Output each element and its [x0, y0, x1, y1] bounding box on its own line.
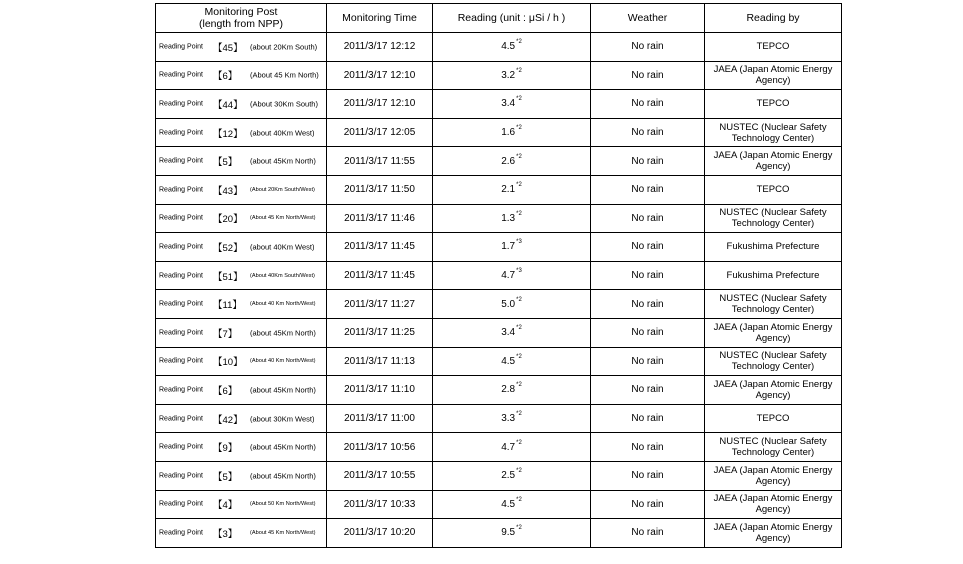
monitoring-post-cell — [156, 376, 327, 405]
header-post-line2: (length from NPP) — [198, 18, 284, 30]
monitoring-post-cell — [156, 90, 327, 119]
reading-cell — [433, 233, 591, 262]
reading-point-label: Reading Point — [159, 329, 203, 337]
table-row — [156, 490, 842, 519]
monitoring-time-cell: 2011/3/17 11:45 — [327, 233, 433, 262]
weather-cell: No rain — [591, 261, 705, 290]
reading-value: 1.3 — [501, 212, 516, 224]
header-reading-by: Reading by — [705, 4, 842, 33]
reading-value: 4.7 — [501, 270, 516, 282]
reading-point-label: Reading Point — [159, 272, 203, 280]
reading-point-label: Reading Point — [159, 129, 203, 137]
reading-point-distance: (About 50 Km North/West) — [250, 501, 316, 508]
reading-point-distance: (about 40Km West) — [250, 128, 315, 138]
weather-cell: No rain — [591, 433, 705, 462]
reading-by-cell: JAEA (Japan Atomic Energy Agency) — [705, 61, 842, 90]
reading-by-cell: JAEA (Japan Atomic Energy Agency) — [705, 490, 842, 519]
reading-cell — [433, 376, 591, 405]
monitoring-post-cell — [156, 204, 327, 233]
monitoring-table — [155, 3, 842, 548]
reading-value: 2.5 — [501, 470, 516, 482]
reading-point-distance: (About 20Km South/West) — [250, 186, 315, 193]
table-row — [156, 404, 842, 433]
reading-by-cell: TEPCO — [705, 90, 842, 119]
reading-by-cell: JAEA (Japan Atomic Energy Agency) — [705, 318, 842, 347]
header-row — [156, 4, 842, 33]
reading-point-distance: (about 45Km North) — [250, 471, 316, 481]
weather-cell: No rain — [591, 175, 705, 204]
reading-cell — [433, 433, 591, 462]
reading-point-distance: (about 40Km West) — [250, 242, 315, 252]
table-row — [156, 519, 842, 548]
reading-cell — [433, 175, 591, 204]
table-row — [156, 318, 842, 347]
reading-point-label: Reading Point — [159, 43, 203, 51]
monitoring-post-cell — [156, 490, 327, 519]
reading-point-distance: (About 45 Km North/West) — [250, 529, 316, 536]
weather-cell: No rain — [591, 318, 705, 347]
reading-point-number: 【4】 — [213, 500, 238, 512]
reading-point-label: Reading Point — [159, 71, 203, 79]
reading-by-cell: JAEA (Japan Atomic Energy Agency) — [705, 147, 842, 176]
reading-point-distance: (about 45Km North) — [250, 442, 316, 452]
reading-point-distance: (about 30Km West) — [250, 414, 315, 424]
monitoring-time-cell: 2011/3/17 11:50 — [327, 175, 433, 204]
header-post-line1: Monitoring Post — [204, 6, 278, 18]
monitoring-post-cell — [156, 404, 327, 433]
reading-point-distance: (About 40 Km North/West) — [250, 358, 316, 365]
reading-by-cell: JAEA (Japan Atomic Energy Agency) — [705, 376, 842, 405]
reading-by-cell: Fukushima Prefecture — [705, 261, 842, 290]
monitoring-time-cell: 2011/3/17 10:33 — [327, 490, 433, 519]
reading-cell — [433, 204, 591, 233]
weather-cell: No rain — [591, 347, 705, 376]
monitoring-time-cell: 2011/3/17 11:46 — [327, 204, 433, 233]
reading-value: 2.6 — [501, 155, 516, 167]
monitoring-post-cell — [156, 33, 327, 62]
reading-point-distance: (About 30Km South) — [250, 99, 318, 109]
weather-cell: No rain — [591, 118, 705, 147]
weather-cell: No rain — [591, 147, 705, 176]
monitoring-post-cell — [156, 261, 327, 290]
reading-point-distance: (about 20Km South) — [250, 42, 318, 52]
reading-footnote: *2 — [516, 39, 522, 46]
reading-footnote: *2 — [516, 96, 522, 103]
reading-value: 3.2 — [501, 69, 516, 81]
monitoring-post-cell — [156, 233, 327, 262]
weather-cell: No rain — [591, 90, 705, 119]
monitoring-time-cell: 2011/3/17 11:55 — [327, 147, 433, 176]
reading-cell — [433, 404, 591, 433]
weather-cell: No rain — [591, 61, 705, 90]
reading-point-distance: (About 40Km South/West) — [250, 272, 315, 279]
reading-point-distance: (About 45 Km North) — [250, 70, 319, 80]
reading-point-label: Reading Point — [159, 300, 203, 308]
reading-footnote: *2 — [516, 296, 522, 303]
reading-value: 4.5 — [501, 498, 516, 510]
reading-point-number: 【51】 — [213, 271, 243, 283]
reading-cell — [433, 461, 591, 490]
reading-by-cell: NUSTEC (Nuclear Safety Technology Center) — [705, 347, 842, 376]
reading-footnote: *2 — [516, 496, 522, 503]
reading-point-number: 【10】 — [213, 357, 243, 369]
monitoring-time-cell: 2011/3/17 11:27 — [327, 290, 433, 319]
reading-footnote: *2 — [516, 125, 522, 132]
reading-point-label: Reading Point — [159, 386, 203, 394]
monitoring-post-cell — [156, 118, 327, 147]
reading-point-distance: (about 45Km North) — [250, 385, 316, 395]
weather-cell: No rain — [591, 461, 705, 490]
reading-footnote: *2 — [516, 382, 522, 389]
reading-cell — [433, 519, 591, 548]
reading-value: 9.5 — [501, 527, 516, 539]
monitoring-time-cell: 2011/3/17 10:56 — [327, 433, 433, 462]
monitoring-post-cell — [156, 461, 327, 490]
reading-point-number: 【5】 — [213, 157, 238, 169]
header-weather: Weather — [591, 4, 705, 33]
reading-value: 3.4 — [501, 98, 516, 110]
reading-value: 4.7 — [501, 441, 516, 453]
reading-value: 5.0 — [501, 298, 516, 310]
reading-point-number: 【5】 — [213, 471, 238, 483]
weather-cell: No rain — [591, 519, 705, 548]
reading-by-cell: NUSTEC (Nuclear Safety Technology Center) — [705, 290, 842, 319]
reading-point-label: Reading Point — [159, 214, 203, 222]
table-row — [156, 33, 842, 62]
reading-footnote: *3 — [516, 239, 522, 246]
table-row — [156, 347, 842, 376]
table-row — [156, 433, 842, 462]
reading-cell — [433, 90, 591, 119]
reading-value: 3.3 — [501, 413, 516, 425]
weather-cell: No rain — [591, 233, 705, 262]
monitoring-time-cell: 2011/3/17 11:45 — [327, 261, 433, 290]
table-row — [156, 118, 842, 147]
reading-point-distance: (about 45Km North) — [250, 328, 316, 338]
table-row — [156, 461, 842, 490]
reading-point-number: 【45】 — [213, 42, 243, 54]
reading-by-cell: NUSTEC (Nuclear Safety Technology Center) — [705, 204, 842, 233]
reading-point-number: 【6】 — [213, 385, 238, 397]
reading-by-cell: TEPCO — [705, 175, 842, 204]
table-body — [156, 33, 842, 548]
table-row — [156, 290, 842, 319]
reading-by-cell: Fukushima Prefecture — [705, 233, 842, 262]
reading-point-label: Reading Point — [159, 157, 203, 165]
reading-point-number: 【12】 — [213, 128, 243, 140]
monitoring-time-cell: 2011/3/17 10:55 — [327, 461, 433, 490]
monitoring-time-cell: 2011/3/17 11:00 — [327, 404, 433, 433]
reading-point-number: 【9】 — [213, 443, 238, 455]
table-row — [156, 175, 842, 204]
monitoring-post-cell — [156, 318, 327, 347]
reading-cell — [433, 290, 591, 319]
table-row — [156, 261, 842, 290]
reading-point-label: Reading Point — [159, 243, 203, 251]
reading-point-distance: (about 45Km North) — [250, 156, 316, 166]
monitoring-post-cell — [156, 147, 327, 176]
reading-point-number: 【6】 — [213, 71, 238, 83]
reading-footnote: *2 — [516, 353, 522, 360]
monitoring-post-cell — [156, 175, 327, 204]
weather-cell: No rain — [591, 204, 705, 233]
reading-point-number: 【42】 — [213, 414, 243, 426]
monitoring-time-cell: 2011/3/17 11:25 — [327, 318, 433, 347]
monitoring-time-cell: 2011/3/17 12:10 — [327, 90, 433, 119]
weather-cell: No rain — [591, 33, 705, 62]
monitoring-time-cell: 2011/3/17 11:13 — [327, 347, 433, 376]
reading-point-number: 【3】 — [213, 528, 238, 540]
monitoring-post-cell — [156, 290, 327, 319]
reading-by-cell: JAEA (Japan Atomic Energy Agency) — [705, 519, 842, 548]
monitoring-time-cell: 2011/3/17 12:05 — [327, 118, 433, 147]
reading-footnote: *2 — [516, 67, 522, 74]
reading-value: 2.8 — [501, 384, 516, 396]
table-row — [156, 233, 842, 262]
header-monitoring-time: Monitoring Time — [327, 4, 433, 33]
monitoring-post-cell — [156, 519, 327, 548]
reading-point-label: Reading Point — [159, 357, 203, 365]
reading-cell — [433, 33, 591, 62]
reading-cell — [433, 147, 591, 176]
reading-value: 3.4 — [501, 327, 516, 339]
reading-cell — [433, 118, 591, 147]
reading-value: 4.5 — [501, 41, 516, 53]
reading-by-cell: JAEA (Japan Atomic Energy Agency) — [705, 461, 842, 490]
weather-cell: No rain — [591, 490, 705, 519]
table-row — [156, 90, 842, 119]
reading-point-number: 【7】 — [213, 328, 238, 340]
reading-value: 1.7 — [501, 241, 516, 253]
reading-point-label: Reading Point — [159, 415, 203, 423]
reading-point-label: Reading Point — [159, 443, 203, 451]
reading-cell — [433, 261, 591, 290]
reading-footnote: *2 — [516, 325, 522, 332]
reading-point-label: Reading Point — [159, 500, 203, 508]
header-reading: Reading (unit : μSi / h ) — [433, 4, 591, 33]
reading-footnote: *2 — [516, 411, 522, 418]
reading-footnote: *2 — [516, 182, 522, 189]
reading-footnote: *3 — [516, 268, 522, 275]
reading-point-distance: (About 45 Km North/West) — [250, 215, 316, 222]
reading-point-number: 【20】 — [213, 214, 243, 226]
monitoring-time-cell: 2011/3/17 11:10 — [327, 376, 433, 405]
reading-point-number: 【11】 — [213, 300, 242, 312]
monitoring-post-cell — [156, 347, 327, 376]
reading-footnote: *2 — [516, 210, 522, 217]
reading-footnote: *2 — [516, 525, 522, 532]
weather-cell: No rain — [591, 290, 705, 319]
monitoring-time-cell: 2011/3/17 12:10 — [327, 61, 433, 90]
reading-point-label: Reading Point — [159, 472, 203, 480]
reading-point-number: 【44】 — [213, 99, 243, 111]
reading-point-label: Reading Point — [159, 186, 203, 194]
weather-cell: No rain — [591, 376, 705, 405]
reading-cell — [433, 318, 591, 347]
reading-value: 4.5 — [501, 355, 516, 367]
reading-value: 2.1 — [501, 184, 516, 196]
monitoring-time-cell: 2011/3/17 12:12 — [327, 33, 433, 62]
reading-cell — [433, 61, 591, 90]
table-row — [156, 204, 842, 233]
reading-cell — [433, 490, 591, 519]
reading-point-distance: (About 40 Km North/West) — [250, 301, 316, 308]
reading-point-label: Reading Point — [159, 529, 203, 537]
reading-footnote: *2 — [516, 439, 522, 446]
reading-by-cell: NUSTEC (Nuclear Safety Technology Center) — [705, 118, 842, 147]
reading-footnote: *2 — [516, 468, 522, 475]
table-row — [156, 147, 842, 176]
reading-point-number: 【52】 — [213, 242, 243, 254]
reading-footnote: *2 — [516, 153, 522, 160]
reading-by-cell: TEPCO — [705, 404, 842, 433]
reading-cell — [433, 347, 591, 376]
monitoring-post-cell — [156, 61, 327, 90]
reading-by-cell: NUSTEC (Nuclear Safety Technology Center) — [705, 433, 842, 462]
reading-by-cell: TEPCO — [705, 33, 842, 62]
table-row — [156, 376, 842, 405]
monitoring-time-cell: 2011/3/17 10:20 — [327, 519, 433, 548]
reading-value: 1.6 — [501, 127, 516, 139]
table-row — [156, 61, 842, 90]
monitoring-post-cell — [156, 433, 327, 462]
reading-point-number: 【43】 — [213, 185, 243, 197]
reading-point-label: Reading Point — [159, 100, 203, 108]
weather-cell: No rain — [591, 404, 705, 433]
header-monitoring-post — [156, 4, 327, 33]
